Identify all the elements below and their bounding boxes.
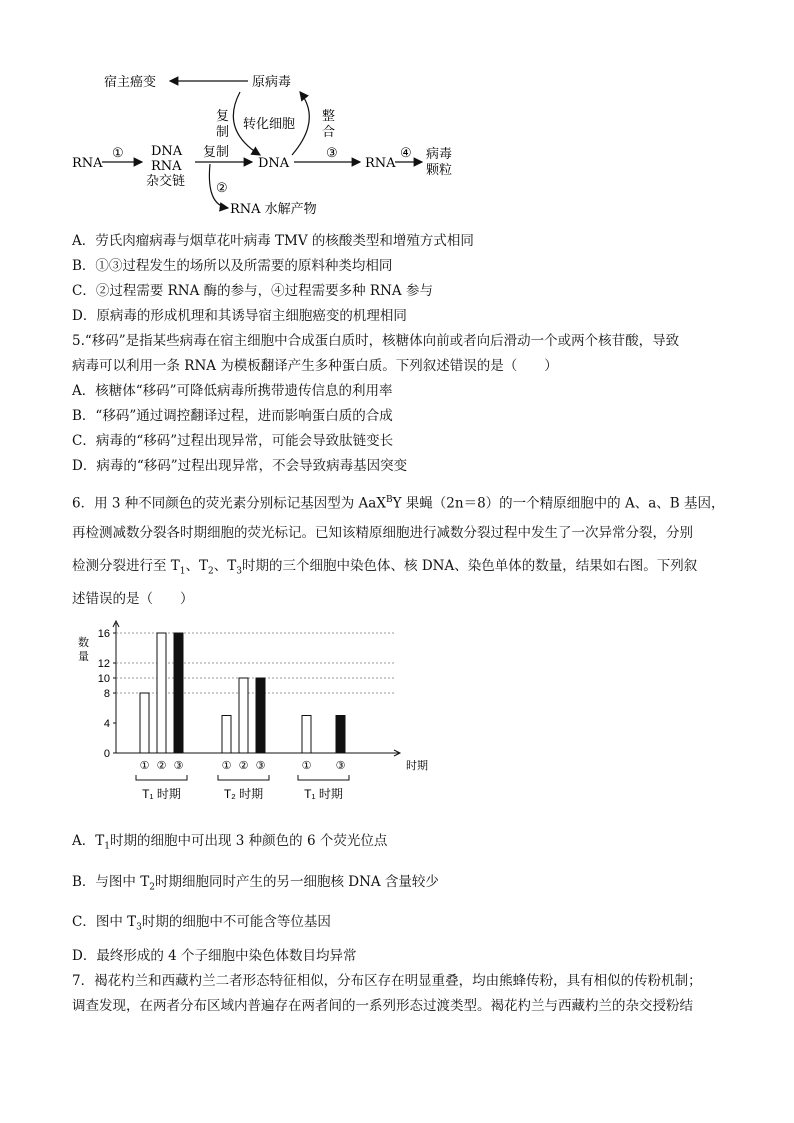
virus-particle-2: 颗粒 xyxy=(426,163,453,178)
y-axis-label: 数 xyxy=(78,637,89,649)
q4-option-c: C．②过程需要 RNA 酶的参与，④过程需要多种 RNA 参与 xyxy=(72,283,433,299)
bar xyxy=(336,716,345,754)
y-tick-label: 16 xyxy=(97,628,110,640)
q6-option-c: C．图中 $T_3$时期的细胞中不可能含等位基因 xyxy=(72,914,331,933)
bar-mark-label: ② xyxy=(156,760,167,772)
copy-label: 复制 xyxy=(203,145,230,160)
x-axis-label: 时期 xyxy=(406,760,428,772)
y-tick-label: 4 xyxy=(103,718,110,730)
bar-mark-label: ① xyxy=(301,760,312,772)
bar xyxy=(222,716,231,754)
bar xyxy=(256,678,265,753)
original-virus-label: 原病毒 xyxy=(252,75,292,90)
q4-option-a: A．劳氏肉瘤病毒与烟草花叶病毒 TMV 的核酸类型和增殖方式相同 xyxy=(72,233,474,249)
bar xyxy=(140,693,149,753)
step3-mark: ③ xyxy=(326,146,338,161)
q5-stem-line2: 病毒可以利用一条 RNA 为模板翻译产生多种蛋白质。下列叙述错误的是（ ） xyxy=(72,358,558,374)
dna-label: DNA xyxy=(258,156,290,171)
q4-option-d: D．原病毒的形成机理和其诱导宿主细胞癌变的机理相同 xyxy=(72,308,407,324)
group-label: T₂ 时期 xyxy=(223,787,264,801)
q5-option-b: B．“移码”通过调控翻译过程，进而影响蛋白质的合成 xyxy=(72,408,393,424)
replication-vertical-2: 制 xyxy=(216,125,230,140)
y-tick-label: 12 xyxy=(97,658,110,670)
rna-right-label: RNA xyxy=(365,156,396,171)
transform-cell-label: 转化细胞 xyxy=(243,117,296,132)
q4-option-b: B．①③过程发生的场所以及所需要的原料种类均相同 xyxy=(72,258,393,274)
q6-stem-line1: 6．用 3 种不同颜色的荧光素分别标记基因型为 AaX$^B$Y 果蝇（2n＝8）的一个精原细胞中的 A、a、B 基因， xyxy=(72,495,725,512)
bar-mark-label: ③ xyxy=(173,760,184,772)
virus-particle-1: 病毒 xyxy=(426,147,453,162)
y-tick-label: 10 xyxy=(97,673,110,685)
q6-stem-line2: 再检测减数分裂各时期细胞的荧光标记。已知该精原细胞进行减数分裂过程中发生了一次异常分裂，分别 xyxy=(72,525,693,541)
y-axis-label: 量 xyxy=(78,651,89,663)
integration-vertical-2: 合 xyxy=(322,125,336,140)
group-bracket xyxy=(298,775,349,780)
q5-stem-line1: 5.“移码”是指某些病毒在宿主细胞中合成蛋白质时，核糖体向前或者向后滑动一个或两个核苷酸，导致 xyxy=(72,333,680,349)
q5-option-a: A．核糖体“移码”可降低病毒所携带遗传信息的利用率 xyxy=(72,383,393,399)
group-label: T₁ 时期 xyxy=(142,787,181,801)
q7-stem-line1: 7．褐花杓兰和西藏杓兰二者形态特征相似，分布区存在明显重叠，均由熊蜂传粉，具有相似的传粉机制； xyxy=(72,973,702,989)
group-bracket xyxy=(136,775,187,780)
bar xyxy=(239,678,248,753)
q6-option-b: B．与图中 $T_2$时期细胞同时产生的另一细胞核 DNA 含量较少 xyxy=(72,874,439,893)
replication-vertical-1: 复 xyxy=(216,109,230,124)
q5-option-c: C．病毒的“移码”过程出现异常，可能会导致肽链变长 xyxy=(72,433,394,449)
host-cancer-label: 宿主癌变 xyxy=(104,75,157,90)
step2-mark: ② xyxy=(216,181,228,196)
hybrid-dna: DNA xyxy=(151,144,183,159)
integration-vertical-1: 整 xyxy=(322,109,336,124)
bar xyxy=(157,633,166,753)
q7-stem-line2: 调查发现，在两者分布区域内普遍存在两者间的一系列形态过渡类型。褐花杓兰与西藏杓兰的杂交授粉结 xyxy=(72,998,693,1014)
q6-option-a: A．$T_1$时期的细胞中可出现 3 种颜色的 6 个荧光位点 xyxy=(72,833,388,852)
group-label: T₁ 时期 xyxy=(304,787,343,801)
step1-mark: ① xyxy=(112,146,124,161)
y-tick-label: 8 xyxy=(103,688,110,700)
hybrid-label: 杂交链 xyxy=(146,174,186,189)
rna-hydrolysis-label: RNA 水解产物 xyxy=(230,202,317,217)
bar-mark-label: ① xyxy=(139,760,150,772)
q5-option-d: D．病毒的“移码”过程出现异常，不会导致病毒基因突变 xyxy=(72,458,408,474)
bar-mark-label: ③ xyxy=(255,760,266,772)
q6-option-d: D．最终形成的 4 个子细胞中染色体数目均异常 xyxy=(72,948,357,964)
bar-mark-label: ③ xyxy=(335,760,346,772)
q6-stem-line3: 检测分裂进行至 $T_1$、$T_2$、$T_3$时期的三个细胞中染色体、核 DNA、染色单体的数量，结果如右图。下列叙 xyxy=(72,558,698,577)
group-bracket xyxy=(218,775,269,780)
q6-bar-chart xyxy=(70,618,450,818)
q6-stem-line4: 述错误的是（ ） xyxy=(72,591,194,607)
rna-left-label: RNA xyxy=(72,156,103,171)
bar-mark-label: ① xyxy=(221,760,232,772)
y-tick-label: 0 xyxy=(103,748,110,760)
bar xyxy=(302,716,311,754)
step4-mark: ④ xyxy=(400,146,412,161)
bar xyxy=(174,633,183,753)
bar-mark-label: ② xyxy=(238,760,249,772)
virus-process-diagram xyxy=(60,60,480,230)
hybrid-rna: RNA xyxy=(151,159,182,174)
